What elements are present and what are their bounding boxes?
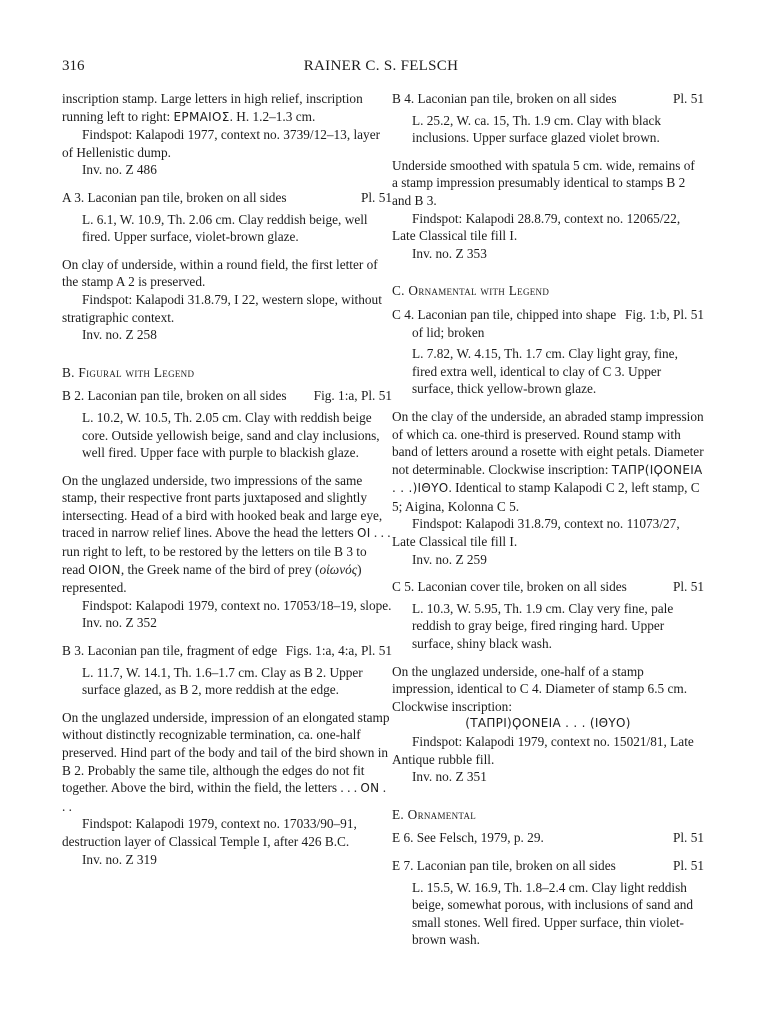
- greek-inscription: ΤΑΠΡ(ΙϘΟΝΕΙΑ . . .)ΙΘΥΟ: [392, 462, 703, 496]
- findspot: Findspot: Kalapodi 1979, context no. 15021/81, Late Antique rubble fill.: [392, 734, 694, 767]
- greek-inscription: ΕΡΜΑΙΟΣ: [173, 109, 230, 124]
- entry-title: B 2. Laconian pan tile, broken on all sides: [62, 388, 287, 404]
- inventory-number: Inv. no. Z 259: [412, 551, 487, 567]
- entry-plate-ref: Fig. 1:b, Pl. 51: [624, 306, 704, 322]
- section-heading-c: C. Ornamental with Legend: [392, 283, 550, 299]
- entry-description: L. 25.2, W. ca. 15, Th. 1.9 cm. Clay with black inclusions. Upper surface glazed violet brown.: [412, 112, 662, 146]
- inventory-number: Inv. no. Z 486: [82, 162, 157, 178]
- entry-plate-ref: Fig. 1:a, Pl. 51: [313, 388, 392, 404]
- entry-c4-heading: [392, 306, 704, 341]
- entry-title: E 6. See Felsch, 1979, p. 29.: [392, 830, 544, 846]
- entry-description: L. 6.1, W. 10.9, Th. 2.06 cm. Clay reddish beige, well fired. Upper surface, violet-brown glaze.: [82, 211, 368, 245]
- entry-plate-ref: Pl. 51: [672, 857, 704, 873]
- entry-title: C 5. Laconian cover tile, broken on all sides: [392, 579, 627, 595]
- continuation-paragraph: inscription stamp. Large letters in high relief, inscription running left to right: ΕΡΜΑΙΟΣ. H. 1.2–1.3 cm.: [62, 91, 363, 124]
- section-heading-e: E. Ornamental: [392, 806, 477, 822]
- entry-title: A 3. Laconian pan tile, broken on all sides: [62, 189, 287, 205]
- entry-a3-heading: [62, 189, 392, 207]
- findspot: Findspot: Kalapodi 1979, context no. 17033/90–91, destruction layer of Classical Temple I, after 426 B.C.: [62, 816, 357, 849]
- entry-title: B 3. Laconian pan tile, fragment of edge: [62, 643, 278, 659]
- entry-b4-heading: [392, 90, 704, 108]
- entry-b3-heading: [62, 642, 392, 660]
- entry-body: On the clay of the underside, an abraded stamp impression of which ca. one-third is preserved. Round stamp with band of letters around a rosette with eight petals. Diameter not determinable. Clockwise inscription: ΤΑΠΡ(ΙϘΟΝΕΙΑ . . .)ΙΘΥΟ. Identical to stamp Kalapodi C 2, left stamp, C 5; Aigina, Kolonna C 5.: [392, 408, 704, 514]
- entry-c5-heading: [392, 578, 704, 596]
- entry-description: L. 10.3, W. 5.95, Th. 1.9 cm. Clay very fine, pale reddish to gray beige, fired ringing hard. Upper surface, shiny black wash.: [412, 600, 674, 652]
- entry-description: L. 10.2, W. 10.5, Th. 2.05 cm. Clay with reddish beige core. Outside yellowish beige, sand and clay inclusions, well fired. Upper face with purple to blackish glaze.: [82, 409, 380, 461]
- entry-body: On clay of underside, within a round field, the first letter of the stamp A 2 is preserved.: [62, 256, 378, 290]
- entry-description: L. 15.5, W. 16.9, Th. 1.8–2.4 cm. Clay light reddish beige, somewhat porous, with inclusions of sand and small stones. Well fired. Upper surface, thin violet-brown wash.: [412, 879, 694, 948]
- inventory-number: Inv. no. Z 258: [82, 327, 157, 343]
- entry-body: On the unglazed underside, one-half of a stamp impression, identical to C 4. Diameter of stamp 6.5 cm. Clockwise inscription:: [392, 663, 688, 714]
- entry-body: On the unglazed underside, two impressions of the same stamp, their respective front parts juxtaposed and slightly intersecting. Head of a bird with hooked beak and large eye, traced in narrow relief lines. Above the head the letters ΟΙ . . . run right to left, to be restored by the letters on tile B 3 to read ΟΙΟΝ, the Greek name of the bird of prey (οἰωνός) represented.: [62, 472, 391, 596]
- entry-title: B 4. Laconian pan tile, broken on all sides: [392, 91, 617, 106]
- entry-plate-ref: Pl. 51: [360, 189, 392, 205]
- entry-body: Underside smoothed with spatula 5 cm. wide, remains of a stamp impression presumably identical to stamps B 2 and B 3.: [392, 157, 695, 208]
- entry-plate-ref: Pl. 51: [672, 830, 704, 846]
- entry-title: E 7. Laconian pan tile, broken on all sides: [392, 857, 616, 873]
- entry-plate-ref: Pl. 51: [672, 91, 704, 106]
- entry-e6-heading: [392, 829, 704, 847]
- entry-plate-ref: Figs. 1:a, 4:a, Pl. 51: [285, 643, 392, 659]
- entry-description: L. 7.82, W. 4.15, Th. 1.7 cm. Clay light gray, fine, fired extra well, identical to clay of C 3. Upper surface, thick yellow-brown glaze.: [412, 346, 678, 397]
- inventory-number: Inv. no. Z 351: [412, 769, 487, 785]
- inventory-number: Inv. no. Z 352: [82, 615, 157, 631]
- entry-plate-ref: Pl. 51: [672, 579, 704, 595]
- entry-body: On the unglazed underside, impression of an elongated stamp without distinctly recognizable termination, ca. one-half preserved. Hind part of the body and tail of the bird shown in B 2. Probably the same tile, although the edges do not fit together. Above the bird, within the field, the letters . . . ΟΝ . . .: [62, 709, 390, 814]
- inventory-number: Inv. no. Z 353: [412, 245, 487, 261]
- page-header: [0, 58, 762, 78]
- greek-inscription: (ΤΑΠΡΙ)ϘΟΝΕΙΑ . . . (ΙΘΥΟ): [465, 716, 631, 731]
- running-title: RAINER C. S. FELSCH: [303, 58, 459, 74]
- findspot: Findspot: Kalapodi 1977, context no. 3739/12–13, layer of Hellenistic dump.: [62, 127, 381, 160]
- right-column: [392, 90, 704, 949]
- left-column: [62, 90, 392, 868]
- entry-title: C 4. Laconian pan tile, chipped into shape of lid; broken: [392, 306, 617, 340]
- findspot: Findspot: Kalapodi 28.8.79, context no. 12065/22, Late Classical tile fill I.: [392, 210, 681, 244]
- inventory-number: Inv. no. Z 319: [82, 851, 157, 867]
- section-heading-b: B. Figural with Legend: [62, 364, 195, 380]
- findspot: Findspot: Kalapodi 1979, context no. 17053/18–19, slope.: [82, 597, 392, 613]
- findspot: Findspot: Kalapodi 31.8.79, I 22, western slope, without stratigraphic context.: [62, 291, 382, 325]
- entry-e7-heading: [392, 857, 704, 875]
- entry-b2-heading: [62, 387, 392, 405]
- findspot: Findspot: Kalapodi 31.8.79, context no. 11073/27, Late Classical tile fill I.: [392, 516, 680, 550]
- page-number: 316: [62, 58, 85, 74]
- entry-description: L. 11.7, W. 14.1, Th. 1.6–1.7 cm. Clay as B 2. Upper surface glazed, as B 2, more reddish at the edge.: [82, 664, 363, 698]
